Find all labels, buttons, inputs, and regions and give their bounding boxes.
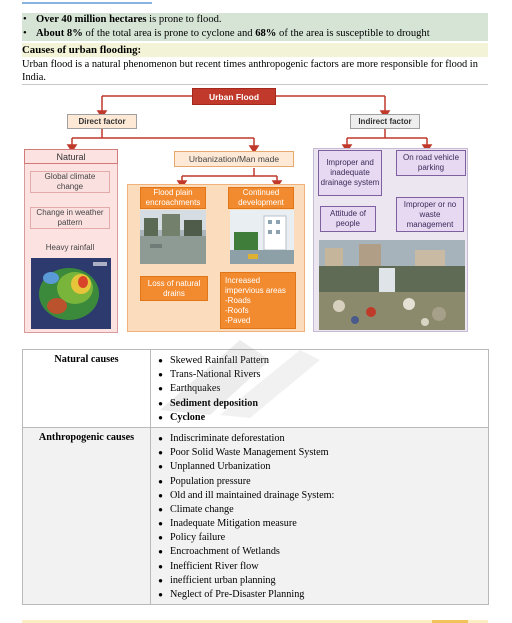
indirect-factor-box: Indirect factor bbox=[350, 114, 420, 129]
list-item bbox=[151, 489, 488, 503]
bullet-dot: • bbox=[23, 14, 27, 25]
bullet-dot: ● bbox=[158, 561, 163, 571]
waste-management-box: Improper or no waste management bbox=[396, 197, 464, 232]
new-buildings-photo bbox=[230, 210, 294, 264]
continued-development-box: Continued development bbox=[228, 187, 294, 209]
bullet-dot: ● bbox=[158, 533, 163, 543]
anthropogenic-causes-list bbox=[151, 428, 488, 604]
urban-flood-root: Urban Flood bbox=[192, 88, 276, 105]
natural-box: Natural bbox=[24, 149, 118, 164]
list-item bbox=[151, 588, 488, 602]
key-facts bbox=[22, 13, 488, 41]
natural-causes-list bbox=[151, 350, 488, 427]
list-item bbox=[151, 397, 488, 411]
list-item bbox=[151, 560, 488, 574]
bullet-dot: ● bbox=[158, 448, 163, 458]
rainfall-radar-map bbox=[31, 258, 111, 329]
list-item bbox=[151, 411, 488, 425]
natural-causes-row bbox=[23, 350, 488, 427]
list-item-text: Skewed Rainfall Pattern bbox=[170, 355, 270, 366]
vehicle-parking-box: On road vehicle parking bbox=[396, 150, 466, 176]
impervious-areas-box: Increased impervious areas -Roads -Roofs -Paved bbox=[220, 272, 296, 329]
causes-table bbox=[22, 349, 489, 605]
fact-flood-lead: Over 40 million hectares bbox=[36, 14, 147, 25]
bullet-dot: ● bbox=[158, 356, 163, 365]
fact-cyclone-rest: of the area is susceptible to drought bbox=[276, 28, 430, 39]
divider bbox=[22, 84, 488, 85]
list-item-text: Policy failure bbox=[170, 532, 226, 544]
list-item-text: Encroachment of Wetlands bbox=[170, 546, 280, 558]
bullet-dot: • bbox=[23, 28, 27, 39]
list-item bbox=[151, 460, 488, 474]
bullet-dot: ● bbox=[158, 575, 163, 585]
bullet-dot: ● bbox=[158, 547, 163, 557]
list-item-text: Climate change bbox=[170, 503, 234, 515]
list-item bbox=[151, 503, 488, 517]
urbanization-box: Urbanization/Man made bbox=[174, 151, 294, 167]
bullet-dot: ● bbox=[158, 490, 163, 500]
attitude-box: Attitude of people bbox=[320, 206, 376, 232]
list-item-text: Earthquakes bbox=[170, 383, 221, 395]
fact-flood bbox=[22, 13, 488, 27]
list-item-text: Unplanned Urbanization bbox=[170, 461, 271, 473]
direct-factor-box: Direct factor bbox=[67, 114, 137, 129]
fact-cyclone-lead2: 68% bbox=[255, 28, 277, 39]
list-item bbox=[151, 545, 488, 559]
bullet-dot: ● bbox=[158, 412, 163, 422]
list-item bbox=[151, 446, 488, 460]
flooded-street-photo bbox=[140, 210, 206, 264]
fact-cyclone-mid: of the total area is prone to cyclone and bbox=[82, 28, 256, 39]
top-rule bbox=[22, 2, 152, 4]
list-item-text: Cyclone bbox=[170, 411, 206, 423]
fact-cyclone bbox=[22, 27, 488, 41]
list-item bbox=[151, 382, 488, 396]
list-item-text: Sediment deposition bbox=[170, 397, 259, 409]
flood-plain-box: Flood plain encroachments bbox=[140, 187, 206, 209]
list-item bbox=[151, 475, 488, 489]
list-item bbox=[151, 354, 488, 368]
bullet-dot: ● bbox=[158, 462, 163, 472]
list-item bbox=[151, 368, 488, 382]
urban-flood-diagram bbox=[22, 86, 470, 336]
polluted-canal-photo bbox=[319, 240, 465, 330]
list-item bbox=[151, 432, 488, 446]
list-item bbox=[151, 574, 488, 588]
bullet-dot: ● bbox=[158, 384, 163, 394]
loss-of-drains-box: Loss of natural drains bbox=[140, 276, 208, 301]
list-item bbox=[151, 517, 488, 531]
natural-causes-label: Natural causes bbox=[23, 350, 151, 427]
drainage-system-box: Improper and inadequate drainage system bbox=[318, 150, 382, 196]
bullet-dot: ● bbox=[158, 476, 163, 486]
list-item-text: Old and ill maintained drainage System: bbox=[170, 489, 335, 501]
list-item-text: Population pressure bbox=[170, 475, 251, 487]
list-item-text: inefficient urban planning bbox=[170, 574, 276, 586]
weather-pattern-box: Change in weather pattern bbox=[30, 207, 110, 229]
list-item-text: Poor Solid Waste Management System bbox=[170, 447, 329, 459]
section-heading: Causes of urban flooding: bbox=[22, 43, 488, 57]
anthropogenic-causes-row bbox=[23, 427, 488, 604]
global-climate-box: Global climate change bbox=[30, 171, 110, 193]
list-item-text: Neglect of Pre-Disaster Planning bbox=[170, 589, 305, 600]
fact-cyclone-lead: About 8% bbox=[36, 28, 83, 39]
list-item-text: Indiscriminate deforestation bbox=[170, 432, 285, 444]
intro-paragraph: Urban flood is a natural phenomenon but recent times anthropogenic factors are more responsible for flood in India. bbox=[22, 59, 478, 83]
list-item-text: Trans-National Rivers bbox=[170, 369, 261, 381]
bullet-dot: ● bbox=[158, 504, 163, 514]
bullet-dot: ● bbox=[158, 398, 163, 408]
bullet-dot: ● bbox=[158, 519, 163, 529]
list-item-text: Inefficient River flow bbox=[170, 560, 259, 572]
bullet-dot: ● bbox=[158, 433, 163, 443]
list-item bbox=[151, 531, 488, 545]
list-item-text: Inadequate Mitigation measure bbox=[170, 518, 297, 530]
fact-flood-rest: is prone to flood. bbox=[146, 14, 222, 25]
bullet-dot: ● bbox=[158, 590, 163, 599]
bullet-dot: ● bbox=[158, 370, 163, 380]
heavy-rainfall-label: Heavy rainfall bbox=[45, 243, 95, 252]
anthropogenic-causes-label: Anthropogenic causes bbox=[23, 428, 151, 604]
